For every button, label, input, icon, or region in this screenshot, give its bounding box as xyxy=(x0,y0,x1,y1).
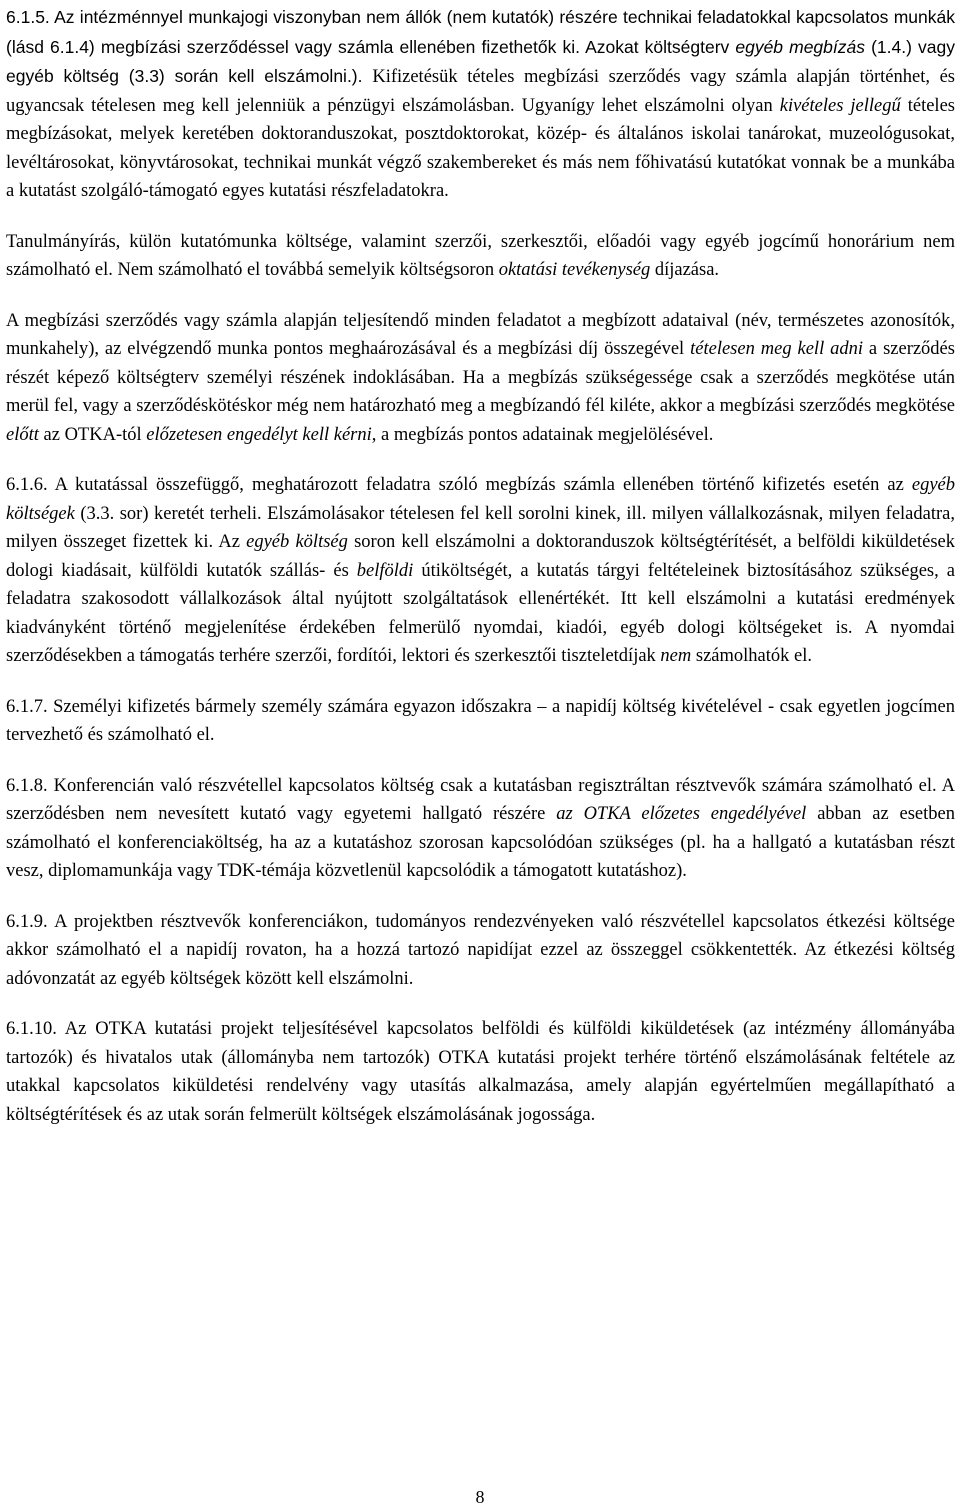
emphasis-text: oktatási tevékenység xyxy=(498,260,651,280)
body-text: tételes megbízásokat, melyek keretében doktoranduszokat, posztdoktorokat, közép- és általános iskolai tanárokat, muzeológusokat, levéltárosokat, könyvtárosokat, technikai munkát végző szakembereket és más nem főhivatású kutatókat vonnak be a munkába a kutatást szolgáló-támogató egyes kutatási részfeladatokra. xyxy=(6,95,955,201)
paragraph-tanulmanyiras xyxy=(6,228,955,285)
emphasis-text: előtt xyxy=(6,424,39,445)
body-text: a szerződés részét képező költségterv személyi részének indoklásában. Ha a megbízás szükségessége csak a szerződés megkötése után merül fel, vagy a szerződéskötéskor még nem határozható meg a megbízandó fél kiléte, akkor a megbízási szerződés megkötése xyxy=(6,339,955,416)
paragraph-6-1-7 xyxy=(6,693,955,750)
emphasis-text: belföldi xyxy=(356,560,414,581)
emphasis-text: egyéb költség xyxy=(246,532,348,552)
emphasis-text: kivételes jellegű xyxy=(779,95,901,116)
body-text: 6.1.8. Konferencián való részvétellel kapcsolatos költség csak a kutatásban regisztráltan résztvevők számára számolható el. A szerződésben nem nevesített kutató vagy egyetemi hallgató részére xyxy=(6,775,955,824)
body-text: soron kell elszámolni a doktoranduszok költségtérítését, a belföldi kiküldetések dologi kiadásait, külföldi kutatók szállás- és xyxy=(6,532,955,581)
paragraph-6-1-9 xyxy=(6,908,955,994)
paragraph-6-1-6 xyxy=(6,471,955,671)
body-text: útiköltségét, a kutatás tárgyi feltételeinek biztosításához szükséges, a feladatra szakosodott vállalkozások által nyújtott szolgáltatások ellenértékét. Itt kell elszámolni a kutatási eredmények kiadványként történő megjelenítése érdekében felmerülő nyomdai, kiadói, egyéb dologi költségeket is. A nyomdai szerződésekben a támogatás terhére szerzői, fordítói, lektori és szerkesztői tiszteletdíjak xyxy=(6,560,955,666)
emphasis-text: az OTKA előzetes engedélyével xyxy=(556,804,807,824)
document-page xyxy=(6,3,955,1151)
body-text: díjazása. xyxy=(650,260,720,280)
body-text: A megbízási szerződés vagy számla alapján teljesítendő minden feladatot a megbízott adataival (név, természetes azonosítók, munkahely), az elvégzendő munka pontos meghaározásával és a megbízási díj összegével xyxy=(6,310,955,359)
body-text: (1.4.) vagy egyéb költség (3.3) során kell elszámolni.). xyxy=(6,36,955,86)
emphasis-text: egyéb megbízás xyxy=(735,36,865,57)
body-text: 6.1.9. A projektben résztvevők konferenciákon, tudományos rendezvényeken való részvétellel kapcsolatos étkezési költsége akkor számolható el a napidíj rovaton, ha a hozzá tartozó napidíjat ezzel az összeggel csökkentették. Az étkezési költség adóvonzatát az egyéb költségek között kell elszámolni. xyxy=(6,911,955,989)
paragraph-6-1-5 xyxy=(6,3,955,206)
body-text: 6.1.7. Személyi kifizetés bármely személy számára egyazon időszakra – a napidíj költség kivételével - csak egyetlen jogcímen tervezhető és számolható el. xyxy=(6,696,955,745)
body-text: 6.1.5. Az intézménnyel munkajogi viszonyban nem állók (nem kutatók) részére technikai feladatokkal kapcsolatos munkák (lásd 6.1.4) megbízási szerződéssel vagy számla ellenében fizethetők ki. Azokat költségterv xyxy=(6,7,955,57)
body-text: számolhatók el. xyxy=(691,646,812,666)
emphasis-text: nem xyxy=(660,646,692,666)
page-number: 8 xyxy=(475,1487,485,1507)
body-text: Tanulmányírás, külön kutatómunka költsége, valamint szerzői, szerkesztői, előadói vagy egyéb jogcímű honorárium nem számolható el. Nem számolható el továbbá semelyik költségsoron xyxy=(6,231,955,280)
emphasis-text: előzetesen engedélyt kell kérni xyxy=(146,424,372,445)
paragraph-megbizasi-szerzodes xyxy=(6,307,955,450)
emphasis-text: egyéb költségek xyxy=(6,475,955,524)
paragraph-6-1-10 xyxy=(6,1015,955,1129)
paragraph-6-1-8 xyxy=(6,772,955,886)
body-text: , a megbízás pontos adatainak megjelölésével. xyxy=(371,424,714,445)
emphasis-text: tételesen meg kell adni xyxy=(690,339,864,359)
body-text: 6.1.10. Az OTKA kutatási projekt teljesítésével kapcsolatos belföldi és külföldi kiküldetések (az intézmény állományába tartozók) és hivatalos utak (állományba nem tartozók) OTKA kutatási projekt terhére történő elszámolásának feltétele az utakkal kapcsolatos kiküldetési rendelvény vagy utasítás alkalmazása, amely alapján egyértelműen megállapítható a költségtérítések és az utak során felmerült költségek elszámolásának jogossága. xyxy=(6,1019,955,1125)
body-text: (3.3. sor) keretét terheli. Elszámolásakor tételesen fel kell sorolni kinek, ill. milyen vállalkozásnak, milyen feladatra, milyen összeget fizettek ki. Az xyxy=(6,503,955,552)
body-text: Kifizetésük tételes megbízási szerződés vagy számla alapján történhet, és ugyancsak tételesen meg kell jelenniük a pénzügyi elszámolásban. Ugyanígy lehet elszámolni olyan xyxy=(6,67,955,116)
body-text: abban az esetben számolható el konferenciaköltség, ha az a kutatáshoz szorosan kapcsolódóan szükséges (pl. ha a hallgató a kutatásban részt vesz, diplomamunkája vagy TDK-témája közvetlenül kapcsolódik a támogatott kutatáshoz). xyxy=(6,804,955,881)
body-text: 6.1.6. A kutatással összefüggő, meghatározott feladatra szóló megbízás számla ellenében történő kifizetés esetén az xyxy=(6,475,912,495)
body-text: az OTKA-tól xyxy=(38,424,147,445)
